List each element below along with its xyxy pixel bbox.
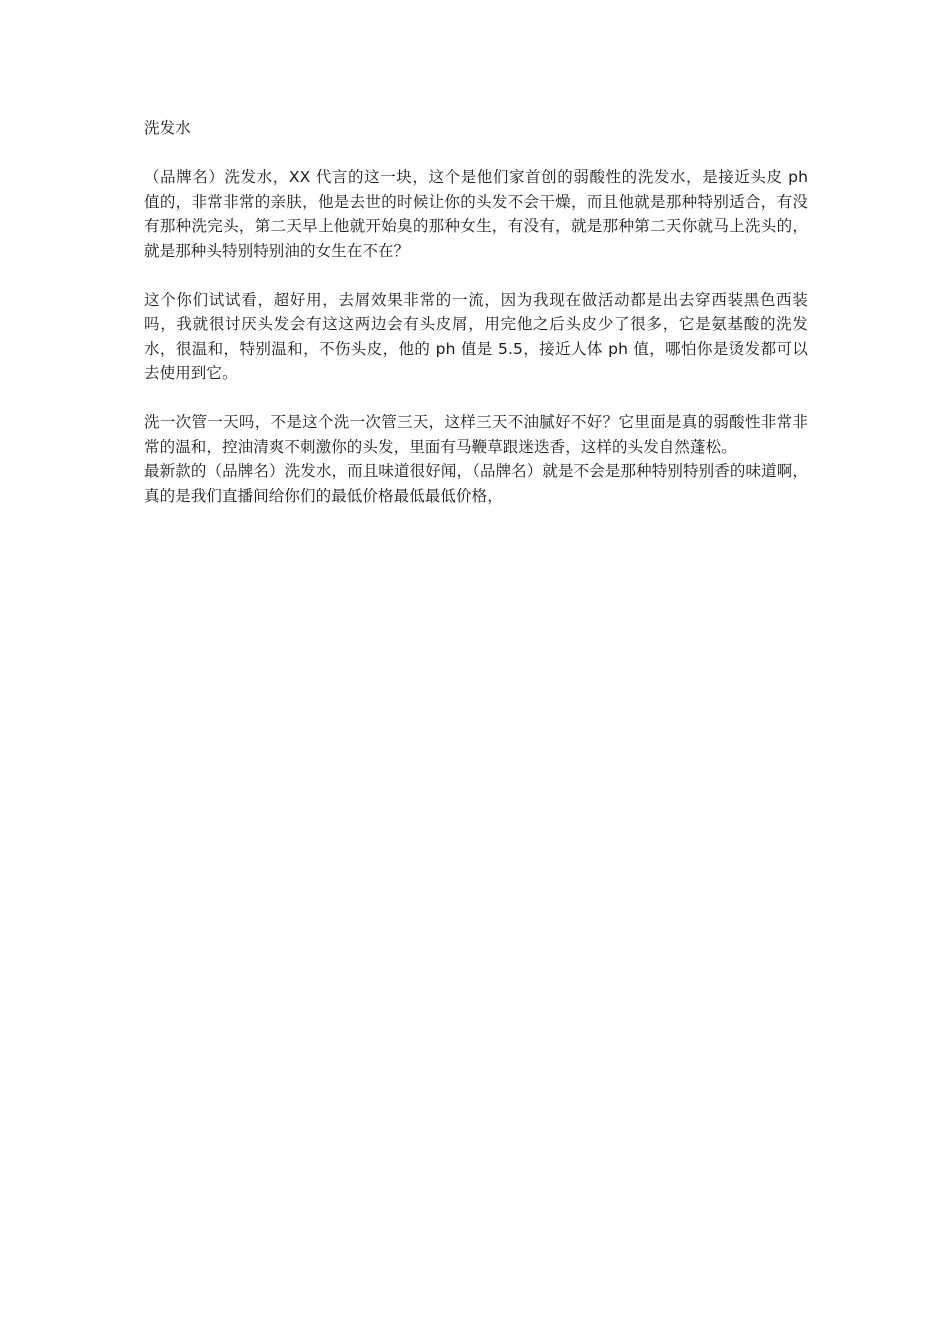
paragraph-price: 最新款的（品牌名）洗发水，而且味道很好闻，（品牌名）就是不会是那种特别特别香的味道啊，真的是我们直播间给你们的最低价格最低最低价格， bbox=[144, 462, 808, 505]
document-body bbox=[144, 116, 808, 508]
paragraph-dandruff: 这个你们试试看，超好用，去屑效果非常的一流，因为我现在做活动都是出去穿西装黑色西装吗，我就很讨厌头发会有这这两边会有头皮屑，用完他之后头皮少了很多，它是氨基酸的洗发水，很温和，特别温和，不伤头皮，他的 ph 值是 5.5，接近人体 ph 值，哪怕你是烫发都可以去使用到它。 bbox=[144, 290, 808, 382]
paragraph-intro: （品牌名）洗发水，XX 代言的这一块，这个是他们家首创的弱酸性的洗发水，是接近头皮 ph 值的，非常非常的亲肤，他是去世的时候让你的头发不会干燥，而且他就是那种特别适合，有没有那种洗完头，第二天早上他就开始臭的那种女生，有没有，就是那种第二天你就马上洗头的，就是那种头特别特别油的女生在不在？ bbox=[144, 168, 808, 260]
paragraph-oil-control: 洗一次管一天吗，不是这个洗一次管三天，这样三天不油腻好不好？它里面是真的弱酸性非常非常的温和，控油清爽不刺激你的头发，里面有马鞭草跟迷迭香，这样的头发自然蓬松。 bbox=[144, 413, 808, 456]
document-title: 洗发水 bbox=[144, 119, 191, 137]
